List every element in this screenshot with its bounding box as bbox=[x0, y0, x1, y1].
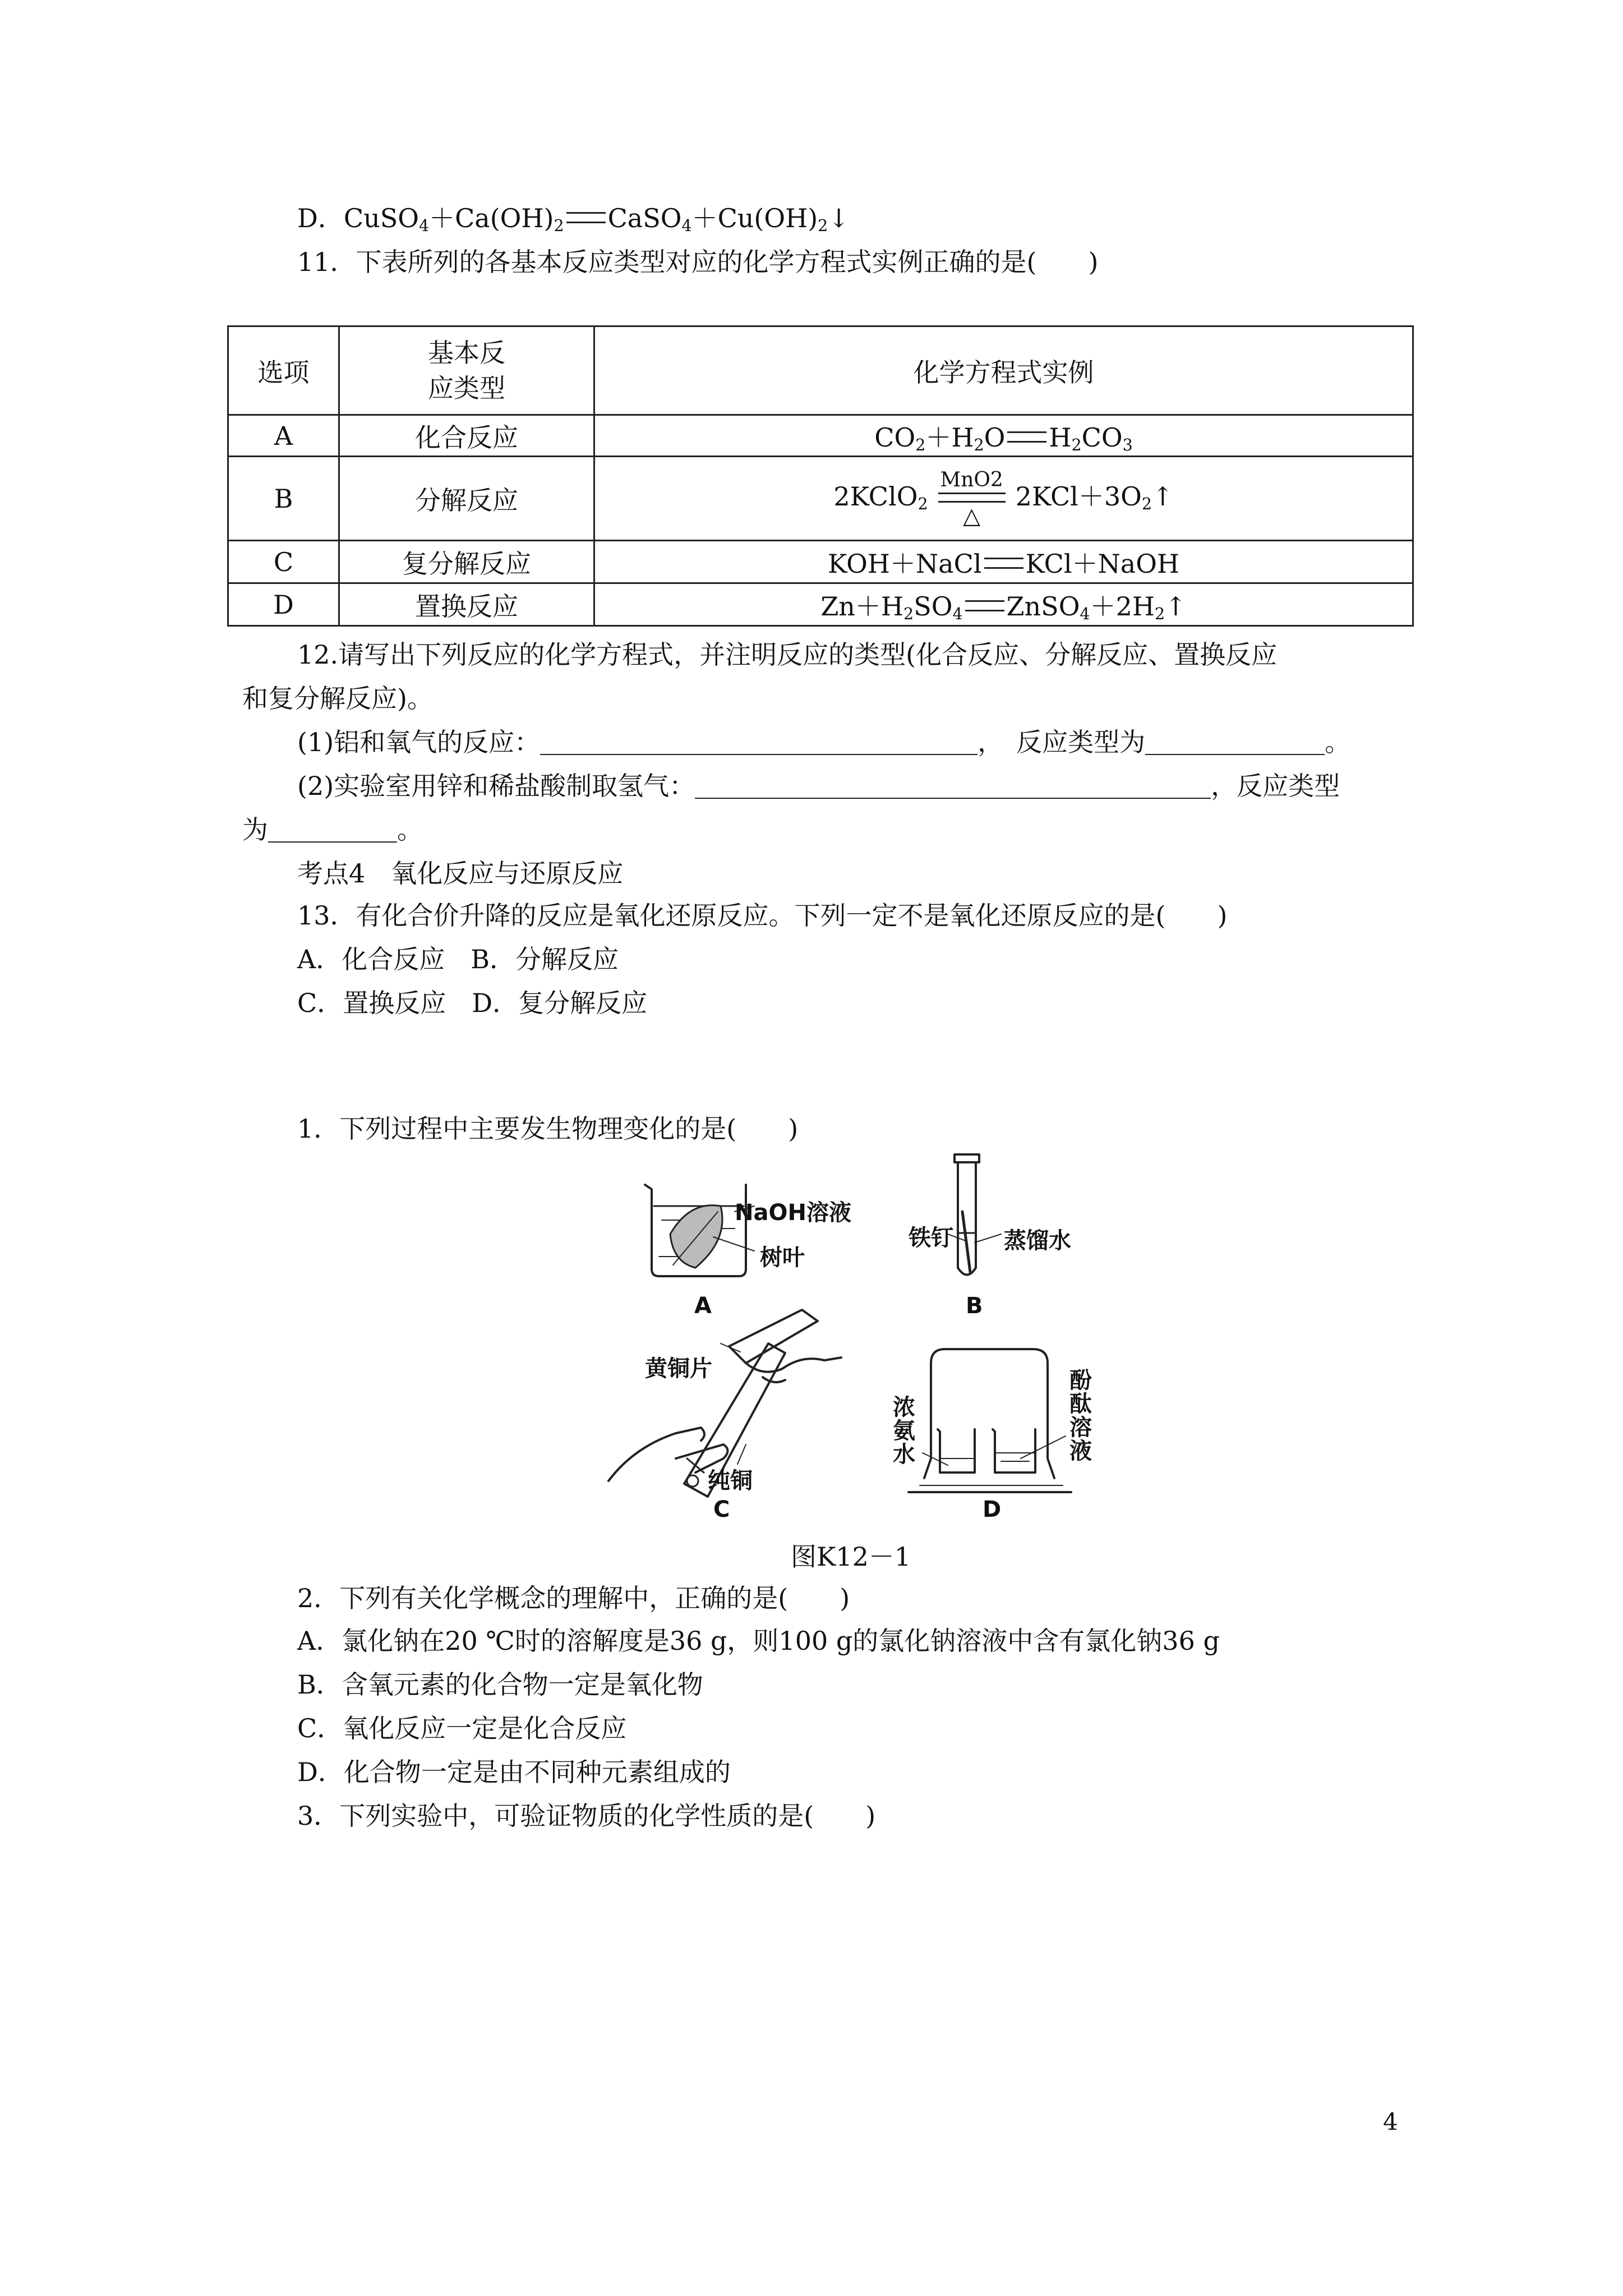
cell-type: 复分解反应 bbox=[339, 541, 594, 583]
question-12-part-1: (1)铝和氧气的反应： ， 反应类型为 。 bbox=[297, 727, 1351, 757]
question-12-part-2-cont: 为 。 bbox=[242, 815, 423, 845]
label-phenolphthalein: 酚酞溶液 bbox=[1069, 1368, 1092, 1464]
cell-type: 化合反应 bbox=[339, 415, 594, 457]
bell-jar-icon bbox=[909, 1349, 1071, 1492]
cell-option: B bbox=[228, 457, 339, 541]
cell-equation-a: $CO_2+H_2O$ $H_2CO_3$ bbox=[594, 415, 1413, 457]
label-naoh-solution: NaOH溶液 bbox=[735, 1200, 851, 1226]
question-12-part-2: (2)实验室用锌和稀盐酸制取氢气： ，反应类型 bbox=[297, 771, 1340, 801]
header-option: 选项 bbox=[228, 326, 339, 415]
iron-nail-icon bbox=[962, 1212, 970, 1272]
question-12-cont: 和复分解反应)。 bbox=[242, 683, 433, 714]
cell-equation-b: 2KClO$_2$ MnO2 △ $2KCl+3O_2↑$ bbox=[594, 457, 1413, 541]
label-leaf: 树叶 bbox=[760, 1245, 805, 1271]
question-13: 13．有化合价升降的反应是氧化还原反应。下列一定不是氧化还原反应的是( ) bbox=[297, 900, 1228, 931]
option-d-q10: D．$CuSO_4+Ca(OH)_2$ $CaSO_4+Cu(OH)_2↓$ bbox=[297, 203, 850, 236]
cell-type: 分解反应 bbox=[339, 457, 594, 541]
label-pure-copper: 纯铜 bbox=[708, 1468, 753, 1494]
label-ammonia: 浓氨水 bbox=[893, 1395, 915, 1467]
figure-caption: 图K12－1 bbox=[791, 1542, 911, 1572]
leaf-icon bbox=[670, 1205, 722, 1268]
cell-option: A bbox=[228, 415, 339, 457]
label-b: B bbox=[966, 1293, 983, 1319]
practice-question-2: 2．下列有关化学概念的理解中，正确的是( ) bbox=[297, 1583, 850, 1613]
question-13-options-cd: C．置换反应 D．复分解反应 bbox=[297, 988, 648, 1018]
question-2-option-a: A．氯化钠在20 ℃时的溶解度是36 g，则100 g的氯化钠溶液中含有氯化钠36 g bbox=[297, 1626, 1220, 1656]
cell-equation-c: KOH＋NaCl KCl＋NaOH bbox=[594, 541, 1413, 583]
reaction-condition: MnO2 △ bbox=[938, 470, 1006, 527]
label-distilled-water: 蒸馏水 bbox=[1004, 1228, 1071, 1254]
section-heading: 考点4 氧化反应与还原反应 bbox=[297, 858, 624, 889]
label-a: A bbox=[694, 1293, 712, 1319]
header-example: 化学方程式实例 bbox=[594, 326, 1413, 415]
header-type: 基本反 应类型 bbox=[339, 326, 594, 415]
cell-equation-d: $Zn+H_2SO_4$ $ZnSO_4+2H_2↑$ bbox=[594, 583, 1413, 626]
practice-question-3: 3．下列实验中，可验证物质的化学性质的是( ) bbox=[297, 1801, 876, 1831]
question-11: 11．下表所列的各基本反应类型对应的化学方程式实例正确的是( ) bbox=[297, 247, 1099, 277]
cell-option: D bbox=[228, 583, 339, 626]
page-number: 4 bbox=[1383, 2108, 1398, 2136]
cell-type: 置换反应 bbox=[339, 583, 594, 626]
label-c: C bbox=[713, 1497, 730, 1522]
question-2-option-d: D．化合物一定是由不同种元素组成的 bbox=[297, 1757, 731, 1787]
question-2-option-b: B．含氧元素的化合物一定是氧化物 bbox=[297, 1669, 703, 1700]
beaker-icon bbox=[938, 1429, 1035, 1473]
question-13-options-ab: A．化合反应 B．分解反应 bbox=[297, 944, 619, 974]
practice-question-1: 1．下列过程中主要发生物理变化的是( ) bbox=[297, 1114, 799, 1144]
label-brass: 黄铜片 bbox=[645, 1356, 712, 1382]
question-12: 12.请写出下列反应的化学方程式，并注明反应的类型(化合反应、分解反应、置换反应 bbox=[297, 639, 1278, 670]
label-d: D bbox=[983, 1497, 1002, 1522]
question-2-option-c: C．氧化反应一定是化合反应 bbox=[297, 1713, 627, 1743]
cell-option: C bbox=[228, 541, 339, 583]
label-iron-nail: 铁钉 bbox=[909, 1225, 953, 1251]
